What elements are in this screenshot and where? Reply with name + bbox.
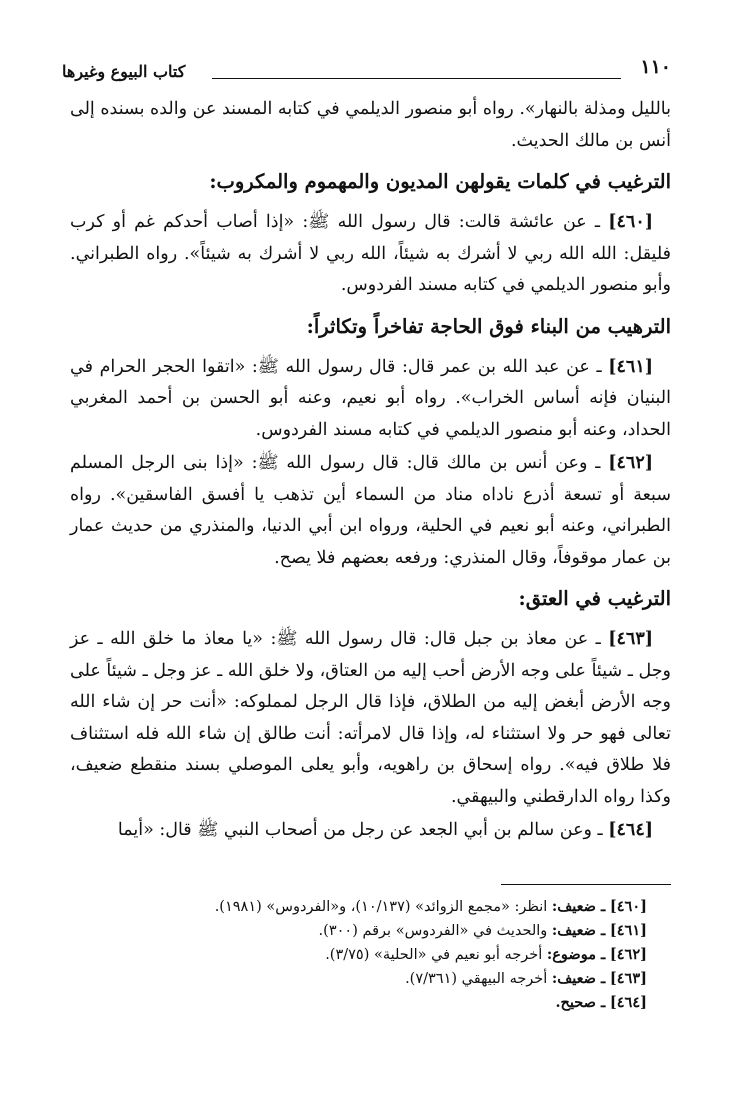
footnote-text: انظر: «مجمع الزوائد» (١٠/١٣٧)، و«الفردوس» (١٩٨١). [214,899,548,915]
hadith-text: ـ عن عبد الله بن عمر قال: قال رسول الله ﷺ: «اتقوا الحجر الحرام في البنيان فإنه أساس الخراب». رواه أبو نعيم، وعنه أبو الحسن بن أحمد المغربي الحداد، وعنه أبو منصور الديلمي في كتابه مسند الفردوس. [70,356,671,440]
footnote-text: والحديث في «الفردوس» برقم (٣٠٠). [318,923,548,939]
main-text [70,94,671,849]
page-number: ١١٠ [640,56,671,78]
footnote-text: أخرجه أبو نعيم في «الحلية» (٣/٧٥). [325,947,543,963]
footnote [150,967,647,991]
footnotes [150,895,647,1015]
footnote [150,943,647,967]
footnote-text: أخرجه البيهقي (٧/٣٦١). [405,971,548,987]
footnote-grade: ـ موضوع: [546,946,606,963]
footnote-grade: ـ ضعيف: [551,970,606,987]
section-heading: الترغيب في كلمات يقولهن المديون والمهموم والمكروب: [209,170,671,193]
hadith-paragraph [70,207,671,302]
footnote-separator [501,884,671,885]
hadith-text: ـ عن معاذ بن جبل قال: قال رسول الله ﷺ: «يا معاذ ما خلق الله ـ عز وجل ـ شيئاً على وجه الأرض أحب إليه من العتاق، ولا خلق الله ـ عز وجل ـ شيئاً على وجه الأرض أبغض إليه من الطلاق، فإذا قال الرجل لمملوكه: «أنت حر إن شاء الله تعالى فهو حر ولا استثناء له، وإذا قال لامرأته: أنت طالق إن شاء الله فله استثناف فلا طلاق فيه». رواه إسحاق بن راهويه، وأبو يعلى الموصلي بسند منقطع ضعيف، وكذا رواه الدارقطني والبيهقي. [70,629,671,807]
footnote-number: [٤٦٠] [609,898,647,915]
footnote [150,991,647,1015]
footnote-grade: ـ صحيح. [555,994,606,1011]
header-rule [212,78,621,79]
hadith-paragraph [70,448,671,574]
footnote-number: [٤٦٤] [609,994,647,1011]
section-heading: الترغيب في العتق: [518,587,671,610]
footnote [150,919,647,943]
footnote-number: [٤٦٢] [609,946,647,963]
footnote-number: [٤٦١] [609,922,647,939]
hadith-text: ـ وعن سالم بن أبي الجعد عن رجل من أصحاب النبي ﷺ قال: «أيما [117,820,603,840]
hadith-text: ـ وعن أنس بن مالك قال: قال رسول الله ﷺ: «إذا بنى الرجل المسلم سبعة أو تسعة أذرع ناداه مناد من السماء أين تذهب يا أفسق الفاسقين». رواه الطبراني، وعنه أبو نعيم في الحلية، ورواه ابن أبي الدنيا، والمنذري من حديث عمار بن عمار موقوفاً، وقال المنذري: ورفعه بعضهم فلا يصح. [70,453,671,568]
hadith-number: [٤٦٢] [608,453,653,473]
hadith-number: [٤٦١] [608,356,653,377]
hadith-number: [٤٦٤] [608,820,653,840]
continuation-paragraph: بالليل ومذلة بالنهار». رواه أبو منصور الديلمي في كتابه المسند عن والده بسنده إلى أنس بن مالك الحديث. [70,99,671,151]
footnote-grade: ـ ضعيف: [551,922,606,939]
footnote-number: [٤٦٣] [609,970,647,987]
hadith-paragraph [70,815,671,847]
footnote-grade: ـ ضعيف: [551,898,606,915]
hadith-paragraph [70,352,671,447]
hadith-paragraph [70,624,671,813]
hadith-number: [٤٦٠] [608,212,653,232]
hadith-text: ـ عن عائشة قالت: قال رسول الله ﷺ: «إذا أصاب أحدكم غم أو كرب فليقل: الله الله ربي لا أشرك به شيئاً، الله ربي لا أشرك به شيئاً». رواه الطبراني. وأبو منصور الديلمي في كتابه مسند الفردوس. [70,212,671,295]
section-heading: الترهيب من البناء فوق الحاجة تفاخراً وتكاثراً: [306,314,671,338]
running-title: كتاب البيوع وغيرها [62,62,186,81]
hadith-number: [٤٦٣] [608,629,653,649]
footnote [150,895,647,919]
page-header [62,54,671,84]
